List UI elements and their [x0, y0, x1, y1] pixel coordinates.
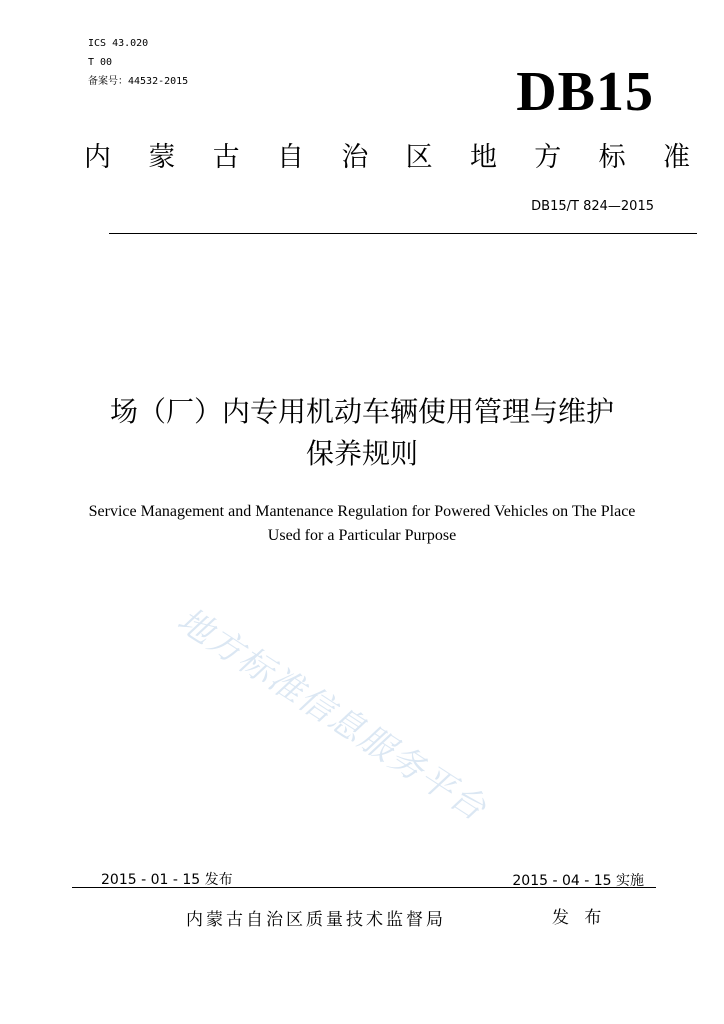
header-divider: [109, 233, 697, 234]
standard-type-char: 地: [469, 142, 497, 173]
standard-type-char: 区: [405, 142, 433, 173]
watermark: 地方标准信息服务平台: [170, 600, 494, 830]
english-title-line: Used for a Particular Purpose: [267, 527, 457, 544]
standard-type-char: 古: [212, 142, 240, 173]
publish-label: 发 布: [552, 908, 607, 928]
footer-divider: [72, 887, 656, 888]
record-number: 备案号：44532-2015: [88, 76, 189, 87]
standard-number: DB15/T 824—2015: [531, 199, 654, 214]
chinese-title: [0, 391, 724, 475]
issuing-authority: 内蒙古自治区质量技术监督局: [186, 910, 446, 930]
standard-type: [84, 140, 690, 176]
db15-logo: DB15: [516, 61, 654, 123]
english-title-line: Service Management and Mantenance Regulation for Powered Vehicles on The Place: [88, 503, 636, 520]
standard-type-char: 准: [662, 142, 690, 173]
english-title: [0, 500, 724, 548]
standard-type-char: 方: [534, 142, 562, 173]
standard-type-char: 标: [598, 142, 626, 173]
classification-code: T 00: [88, 57, 113, 68]
issue-date: 2015 - 01 - 15 发布: [101, 872, 233, 888]
standard-type-char: 内: [84, 142, 111, 173]
ics-code: ICS 43.020: [88, 38, 149, 49]
implementation-date: 2015 - 04 - 15 实施: [512, 873, 644, 889]
standard-type-char: 蒙: [148, 142, 176, 173]
chinese-title-line: 场（厂）内专用机动车辆使用管理与维护: [109, 395, 614, 428]
standard-type-char: 治: [341, 142, 369, 173]
chinese-title-line: 保养规则: [305, 437, 418, 470]
standard-type-char: 自: [276, 142, 304, 173]
